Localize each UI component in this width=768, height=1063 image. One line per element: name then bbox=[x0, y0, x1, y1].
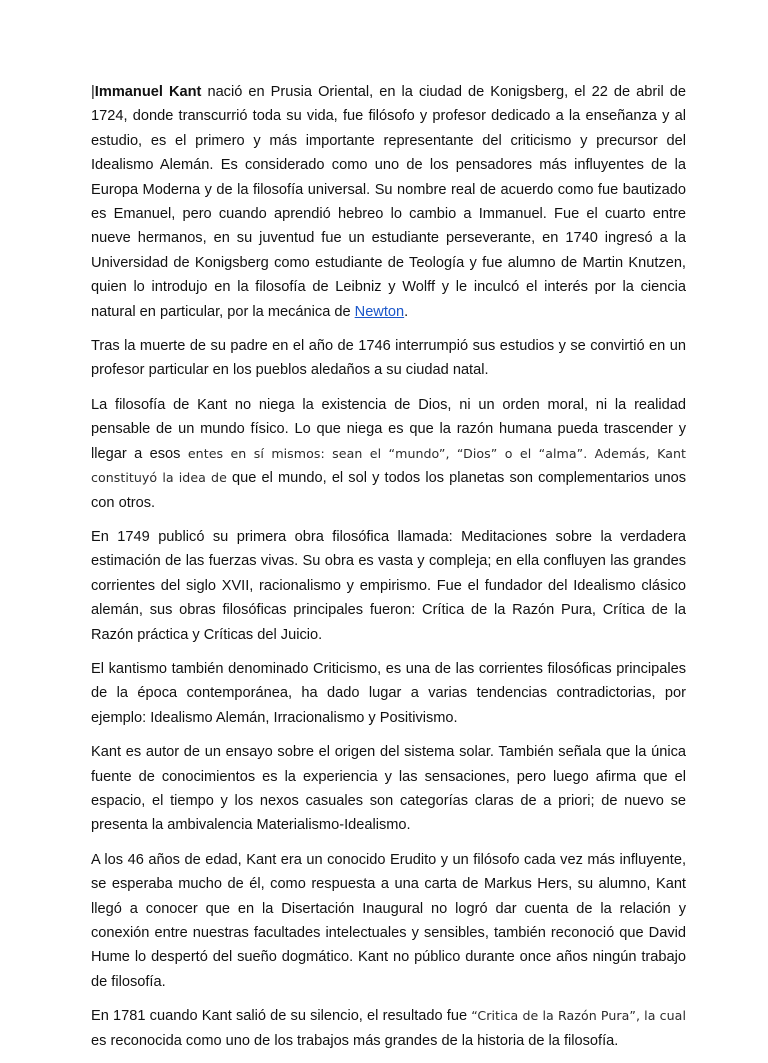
paragraph-solar-system: Kant es autor de un ensayo sobre el origen del sistema solar. También señala que la única fuente de conocimientos es la experiencia y las sensaciones, pero luego afirma que el espacio, el tiempo y los nexos casuales son categorías claras de a priori; de nuevo se presenta la ambivalencia Materialismo-Idealismo. bbox=[91, 744, 686, 834]
paragraph-text-alt-font: “Critica de la Razón Pura”, la cual bbox=[471, 1008, 686, 1024]
paragraph-first-work: En 1749 publicó su primera obra filosófica llamada: Meditaciones sobre la verdadera estimación de las fuerzas vivas. Su obra es vasta y compleja; en ella confluyen las grandes corrientes del siglo XVII, racionalismo y empirismo. Fue el fundador del Idealismo clásico alemán, sus obras filosóficas principales fueron: Crítica de la Razón Pura, Crítica de la Razón práctica y Críticas del Juicio. bbox=[91, 528, 686, 643]
paragraph-philosophy bbox=[91, 393, 686, 515]
paragraph-biography bbox=[91, 80, 686, 324]
paragraph-kantism: El kantismo también denominado Criticismo, es una de las corrientes filosóficas principales de la época contemporánea, ha dado lugar a varias tendencias contradictorias, por ejemplo: Idealismo Alemán, Irracionalismo y Positivismo. bbox=[91, 660, 686, 726]
newton-link[interactable]: Newton bbox=[354, 303, 405, 320]
paragraph-text: En 1781 cuando Kant salió de su silencio, el resultado fue bbox=[91, 1008, 472, 1025]
paragraph-text: nació en Prusia Oriental, en la ciudad de Konigsberg, el 22 de abril de 1724, donde transcurrió toda su vida, fue filósofo y profesor dedicado a la enseñanza y al estudio, es el primero y más importante representante del criticismo y precursor del Idealismo Alemán. Es considerado como uno de los pensadores más influyentes de la Europa Moderna y de la filosofía universal. Su nombre real de acuerdo como fue bautizado es Emanuel, pero cuando aprendió hebreo lo cambio a Immanuel. Fue el cuarto entre nueve hermanos, en su juventud fue un estudiante perseverante, en 1740 ingresó a la Universidad de Konigsberg como estudiante de Teología y fue alumno de Martin Knutzen, quien lo introdujo en la filosofía de Leibniz y Wolff y le inculcó el interés por la ciencia natural en particular, por la mecánica de bbox=[91, 84, 686, 320]
paragraph-text-alt-font: entes en sí mismos: sean el “mundo”, “Dios” o el “alma”. Además, Kant constituyó la idea de bbox=[91, 445, 686, 486]
paragraph-text: La filosofía de Kant no niega la existencia de Dios, ni un orden moral, ni la realidad pensable de un mundo físico. Lo que niega es que la razón humana pueda trascender y llegar a esos bbox=[91, 396, 686, 462]
subject-name: Immanuel Kant bbox=[94, 84, 202, 100]
paragraph-end: . bbox=[404, 303, 409, 320]
paragraph-1781 bbox=[91, 1004, 686, 1053]
paragraph-text: que el mundo, el sol y todos los planetas son complementarios unos con otros. bbox=[91, 470, 686, 511]
document-page bbox=[91, 80, 686, 1063]
paragraph-age-46: A los 46 años de edad, Kant era un conocido Erudito y un filósofo cada vez más influyente, se esperaba mucho de él, como respuesta a una carta de Markus Hers, su alumno, Kant llegó a conocer que en la Disertación Inaugural no logró dar cuenta de la relación y conexión entre nuestras facultades intelectuales y sensibles, también reconoció que David Hume lo despertó del sueño dogmático. Kant no público durante once años ningún trabajo de filosofía. bbox=[91, 851, 686, 990]
text-cursor: | bbox=[91, 84, 95, 100]
paragraph-father-death: Tras la muerte de su padre en el año de 1746 interrumpió sus estudios y se convirtió en un profesor particular en los pueblos aledaños a su ciudad natal. bbox=[91, 338, 686, 379]
paragraph-text: es reconocida como uno de los trabajos más grandes de la historia de la filosofía. bbox=[91, 1032, 619, 1049]
